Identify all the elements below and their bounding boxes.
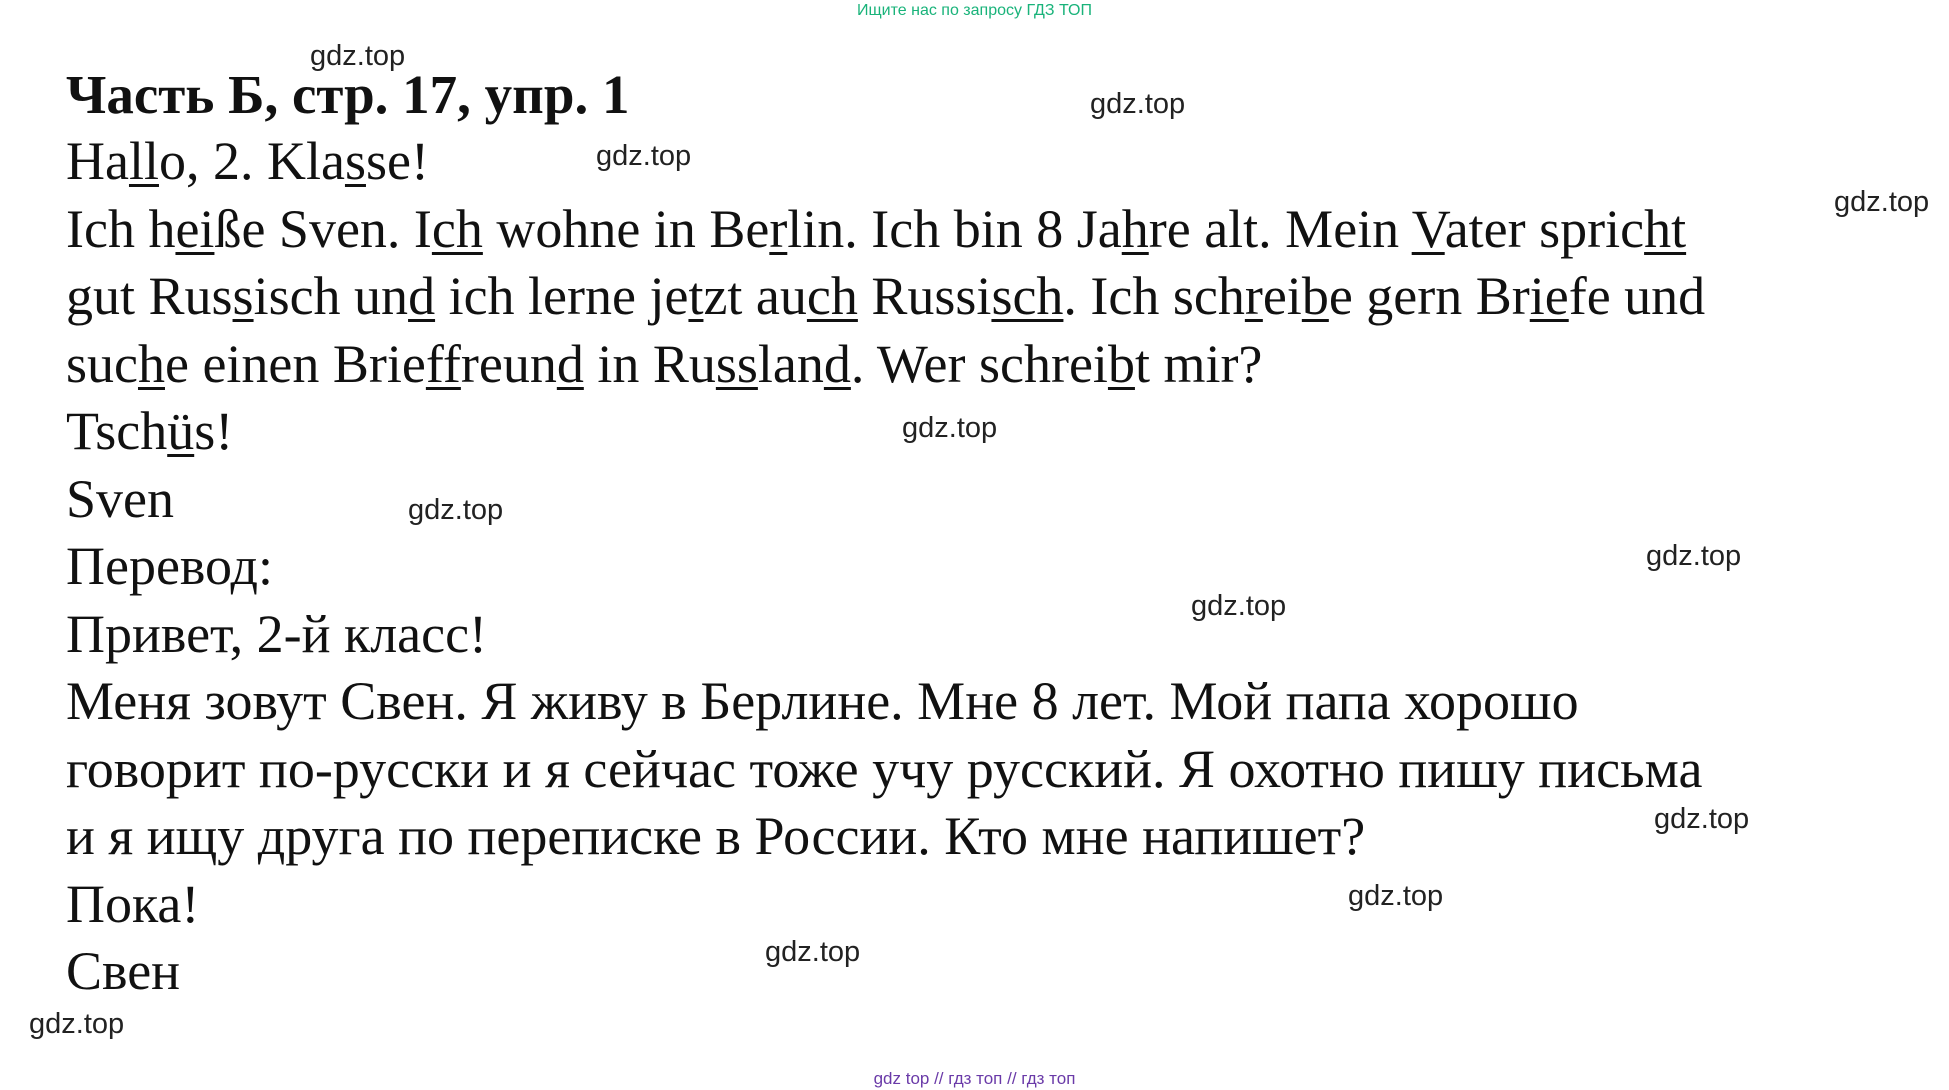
german-letter: [66, 128, 1926, 533]
underlined-letters: ie: [1529, 266, 1569, 326]
text-segment: gut Rus: [66, 266, 233, 326]
underlined-letters: d: [823, 333, 851, 394]
german-line: [66, 128, 1926, 196]
underlined-letters: d: [408, 266, 436, 326]
underlined-letters: b: [1107, 333, 1135, 394]
text-segment: ich lerne je: [435, 266, 689, 326]
underlined-letters: ll: [128, 131, 159, 191]
underlined-letters: ss: [715, 333, 758, 394]
text-segment: ei: [1262, 266, 1302, 326]
text-segment: se!: [365, 131, 429, 191]
text-segment: Sven: [66, 468, 174, 529]
underlined-letters: ht: [1644, 198, 1687, 259]
underlined-letters: ü: [167, 401, 195, 461]
underlined-letters: sch: [991, 266, 1064, 326]
text-segment: suc: [66, 333, 138, 394]
russian-line: и я ищу друга по переписке в России. Кто мне напишет?: [66, 806, 1366, 866]
russian-line: говорит по-русски и я сейчас тоже учу русский. Я охотно пишу письма: [66, 738, 1703, 799]
underlined-letters: h: [137, 333, 165, 394]
german-line: [66, 331, 1926, 399]
watermark: gdz.top: [408, 494, 504, 526]
watermark: gdz.top: [1191, 590, 1287, 622]
text-segment: Ha: [66, 131, 129, 191]
exercise-heading: Часть Б, стр. 17, упр. 1: [66, 64, 630, 125]
underlined-letters: ch: [806, 266, 858, 326]
text-segment: t mir?: [1134, 333, 1263, 394]
text-segment: lin. Ich bin 8 Ja: [787, 198, 1122, 259]
underlined-letters: ff: [425, 333, 461, 394]
text-segment: Tsch: [66, 401, 168, 461]
russian-line: Меня зовут Свен. Я живу в Берлине. Мне 8 лет. Мой папа хорошо: [66, 671, 1579, 731]
text-segment: e einen Brie: [164, 333, 426, 394]
watermark: gdz.top: [1090, 88, 1186, 120]
watermark: gdz.top: [596, 140, 692, 172]
text-segment: zt au: [703, 266, 807, 326]
underlined-letters: ei: [175, 198, 215, 259]
russian-line: Привет, 2-й класс!: [66, 603, 488, 664]
underlined-letters: r: [1244, 266, 1263, 326]
text-segment: e gern Br: [1328, 266, 1530, 326]
watermark: gdz.top: [1348, 880, 1444, 912]
underlined-letters: r: [769, 198, 788, 259]
watermark: gdz.top: [902, 412, 998, 444]
text-segment: lan: [757, 333, 824, 394]
text-segment: reun: [460, 333, 557, 394]
text-segment: wohne in Be: [482, 198, 770, 259]
text-segment: o, 2. Kla: [158, 131, 345, 191]
top-banner: Ищите нас по запросу ГДЗ ТОП: [857, 2, 1092, 19]
watermark: gdz.top: [765, 936, 861, 968]
german-line: [66, 196, 1926, 264]
text-segment: Russi: [857, 266, 992, 326]
underlined-letters: t: [688, 266, 704, 326]
underlined-letters: ch: [431, 198, 483, 259]
text-segment: isch un: [253, 266, 409, 326]
underlined-letters: b: [1301, 266, 1329, 326]
text-segment: s!: [194, 401, 234, 461]
russian-translation: [66, 601, 1926, 1006]
russian-line: Пока!: [66, 873, 200, 934]
watermark: gdz.top: [1646, 540, 1742, 572]
text-segment: re alt. Mein: [1148, 198, 1412, 259]
text-segment: Ich h: [66, 198, 176, 259]
text-segment: . Wer schrei: [850, 333, 1108, 394]
text-segment: in Ru: [583, 333, 716, 394]
underlined-letters: s: [344, 131, 366, 191]
text-segment: ater spric: [1444, 198, 1645, 259]
bottom-footer: gdz top // гдз топ // гдз топ: [873, 1069, 1076, 1088]
russian-line: Свен: [66, 941, 181, 1001]
underlined-letters: V: [1411, 198, 1445, 259]
watermark: gdz.top: [1654, 803, 1750, 835]
underlined-letters: d: [556, 333, 584, 394]
watermark: gdz.top: [310, 40, 406, 72]
watermark: gdz.top: [29, 1008, 125, 1040]
watermark: gdz.top: [1834, 186, 1930, 218]
text-segment: fe und: [1568, 266, 1706, 326]
german-line: [66, 263, 1926, 331]
text-segment: . Ich sch: [1063, 266, 1245, 326]
text-segment: ße Sven. I: [214, 198, 432, 259]
underlined-letters: h: [1121, 198, 1149, 259]
german-line: [66, 466, 1926, 534]
translation-label: Перевод:: [66, 536, 273, 596]
exercise-content: [66, 62, 1926, 1006]
underlined-letters: s: [232, 266, 254, 326]
